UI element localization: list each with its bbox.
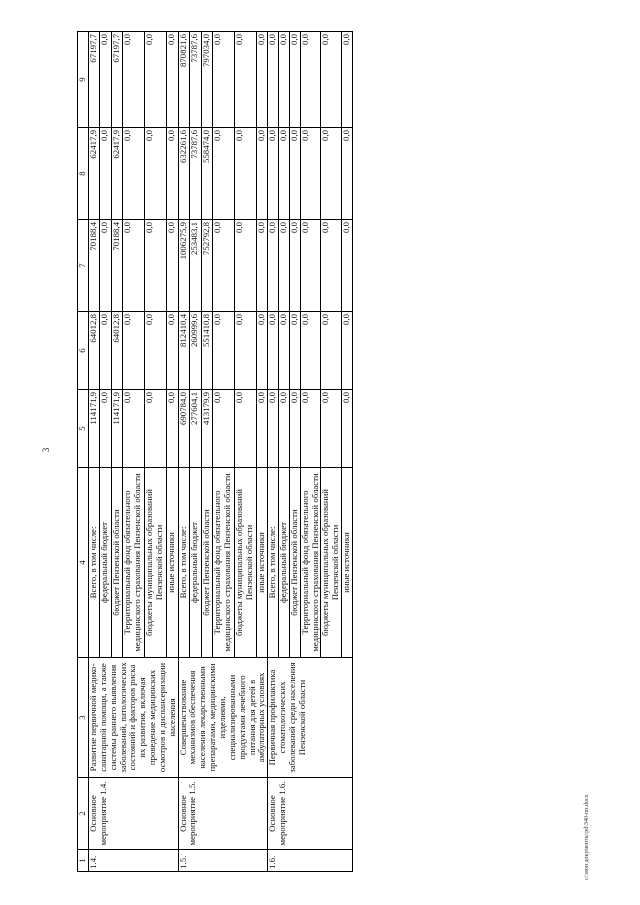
funding-value: 0,0: [167, 32, 179, 128]
funding-value: 67197,7: [89, 32, 100, 128]
event-name: Основное мероприятие 1.5.: [178, 778, 268, 850]
funding-table: [77, 31, 353, 872]
event-title: Первичная профилактика стоматологических заболеваний среди населения Пензенской области: [268, 658, 353, 778]
col-num-8: 8: [78, 128, 89, 220]
funding-value: 0,0: [256, 32, 268, 128]
funding-value: 0,0: [268, 390, 279, 468]
funding-value: 0,0: [256, 312, 268, 390]
funding-value: 0,0: [212, 32, 234, 128]
funding-value: 0,0: [167, 128, 179, 220]
funding-value: 0,0: [300, 390, 321, 468]
funding-value: 114171,9: [111, 390, 122, 468]
funding-value: 0,0: [268, 220, 279, 312]
funding-source: Территориальный фонд обязательного медицинского страхования Пензенской области: [123, 468, 145, 658]
funding-value: 0,0: [256, 390, 268, 468]
funding-value: 0,0: [342, 128, 353, 220]
col-num-3: 3: [78, 658, 89, 778]
table-row: [178, 32, 189, 872]
funding-value: 62417,9: [89, 128, 100, 220]
funding-value: 0,0: [145, 390, 167, 468]
event-title: Совершенствование механизмов обеспечения населения лекарственными препаратами, медицинскими изделиями, специализированными продуктами лечебного питания для детей в амбулаторных условиях: [178, 658, 268, 778]
funding-source: федеральный бюджет: [279, 468, 290, 658]
funding-source: бюджет Пензенской области: [289, 468, 300, 658]
funding-value: 0,0: [321, 220, 342, 312]
funding-value: 253483,1: [190, 220, 201, 312]
funding-source: иные источники: [256, 468, 268, 658]
funding-value: 0,0: [100, 220, 111, 312]
funding-source: иные источники: [342, 468, 353, 658]
section-number: 1.6.: [268, 850, 353, 872]
funding-value: 0,0: [256, 220, 268, 312]
funding-value: 0,0: [212, 128, 234, 220]
funding-value: 0,0: [234, 390, 256, 468]
funding-value: 67197,7: [111, 32, 122, 128]
funding-value: 0,0: [100, 312, 111, 390]
funding-value: 0,0: [212, 220, 234, 312]
funding-value: 0,0: [212, 390, 234, 468]
funding-value: 752792,8: [201, 220, 212, 312]
event-name: Основное мероприятие 1.6.: [268, 778, 353, 850]
funding-value: 0,0: [279, 220, 290, 312]
funding-value: 0,0: [167, 390, 179, 468]
funding-source: иные источники: [167, 468, 179, 658]
funding-source: федеральный бюджет: [190, 468, 201, 658]
funding-value: 0,0: [321, 128, 342, 220]
funding-value: 0,0: [123, 220, 145, 312]
funding-value: 0,0: [268, 128, 279, 220]
funding-value: 0,0: [289, 128, 300, 220]
funding-source: Территориальный фонд обязательного медицинского страхования Пензенской области: [212, 468, 234, 658]
funding-value: 73787,6: [190, 32, 201, 128]
funding-source: федеральный бюджет: [100, 468, 111, 658]
funding-value: 551410,8: [201, 312, 212, 390]
funding-value: 0,0: [167, 220, 179, 312]
page-number: 3: [41, 447, 51, 453]
funding-value: 0,0: [234, 128, 256, 220]
funding-value: 64012,8: [89, 312, 100, 390]
funding-value: 0,0: [256, 128, 268, 220]
funding-value: 260999,6: [190, 312, 201, 390]
funding-value: 0,0: [279, 390, 290, 468]
funding-value: 0,0: [300, 312, 321, 390]
funding-source: бюджеты муниципальных образований Пензенской области: [145, 468, 167, 658]
footer-file-path: c:\мои документы\pd\340-пп.docx: [584, 794, 590, 880]
funding-value: 0,0: [167, 312, 179, 390]
funding-value: 0,0: [123, 312, 145, 390]
funding-value: 632261,6: [178, 128, 189, 220]
funding-value: 0,0: [279, 128, 290, 220]
funding-value: 277604,1: [190, 390, 201, 468]
funding-value: 0,0: [212, 312, 234, 390]
col-num-5: 5: [78, 390, 89, 468]
funding-value: 70188,4: [89, 220, 100, 312]
event-title: Развитие первичной медико-санитарной помощи, а также системы раннего выявления заболеваний, патологических состояний и факторов риска их развития, включая проведение медицинских осмотров и диспансеризации населения: [89, 658, 179, 778]
funding-source: Всего, в том числе:: [178, 468, 189, 658]
funding-value: 0,0: [123, 390, 145, 468]
funding-value: 0,0: [289, 312, 300, 390]
funding-source: Всего, в том числе:: [268, 468, 279, 658]
funding-value: 812410,4: [178, 312, 189, 390]
funding-value: 558474,0: [201, 128, 212, 220]
funding-source: бюджет Пензенской области: [201, 468, 212, 658]
funding-value: 62417,9: [111, 128, 122, 220]
funding-value: 0,0: [100, 128, 111, 220]
funding-value: 1006275,9: [178, 220, 189, 312]
funding-value: 0,0: [321, 312, 342, 390]
funding-value: 690784,0: [178, 390, 189, 468]
col-num-1: 1: [78, 850, 89, 872]
funding-value: 0,0: [300, 220, 321, 312]
funding-value: 0,0: [145, 32, 167, 128]
funding-value: 0,0: [145, 220, 167, 312]
funding-value: 0,0: [145, 312, 167, 390]
funding-value: 0,0: [342, 312, 353, 390]
funding-value: 0,0: [268, 32, 279, 128]
funding-value: 0,0: [289, 220, 300, 312]
funding-value: 0,0: [100, 390, 111, 468]
funding-value: 0,0: [279, 312, 290, 390]
table-row: [89, 32, 100, 872]
funding-value: 0,0: [268, 312, 279, 390]
section-number: 1.4.: [89, 850, 179, 872]
funding-value: 0,0: [321, 390, 342, 468]
table-body: [78, 32, 353, 872]
funding-source: бюджеты муниципальных образований Пензенской области: [321, 468, 342, 658]
funding-value: 0,0: [100, 32, 111, 128]
funding-value: 0,0: [342, 32, 353, 128]
funding-value: 0,0: [289, 32, 300, 128]
table-row: [268, 32, 279, 872]
col-num-6: 6: [78, 312, 89, 390]
col-num-2: 2: [78, 778, 89, 850]
col-num-4: 4: [78, 468, 89, 658]
funding-value: 0,0: [234, 220, 256, 312]
funding-value: 0,0: [342, 220, 353, 312]
funding-value: 73787,6: [190, 128, 201, 220]
rotated-table-container: [77, 32, 353, 872]
column-number-row: [78, 32, 89, 872]
funding-source: Всего, в том числе:: [89, 468, 100, 658]
funding-value: 0,0: [300, 128, 321, 220]
funding-value: 0,0: [289, 390, 300, 468]
funding-value: 0,0: [145, 128, 167, 220]
funding-value: 0,0: [234, 32, 256, 128]
funding-value: 0,0: [342, 390, 353, 468]
funding-value: 870821,6: [178, 32, 189, 128]
funding-value: 114171,9: [89, 390, 100, 468]
col-num-9: 9: [78, 32, 89, 128]
funding-source: Территориальный фонд обязательного медицинского страхования Пензенской области: [300, 468, 321, 658]
funding-value: 0,0: [123, 32, 145, 128]
section-number: 1.5.: [178, 850, 268, 872]
funding-value: 64012,8: [111, 312, 122, 390]
funding-value: 70188,4: [111, 220, 122, 312]
funding-value: 0,0: [279, 32, 290, 128]
funding-value: 0,0: [234, 312, 256, 390]
funding-value: 0,0: [300, 32, 321, 128]
funding-value: 0,0: [321, 32, 342, 128]
funding-value: 797034,0: [201, 32, 212, 128]
funding-source: бюджеты муниципальных образований Пензенской области: [234, 468, 256, 658]
col-num-7: 7: [78, 220, 89, 312]
event-name: Основное мероприятие 1.4.: [89, 778, 179, 850]
funding-value: 413179,9: [201, 390, 212, 468]
funding-source: бюджет Пензенской области: [111, 468, 122, 658]
funding-value: 0,0: [123, 128, 145, 220]
